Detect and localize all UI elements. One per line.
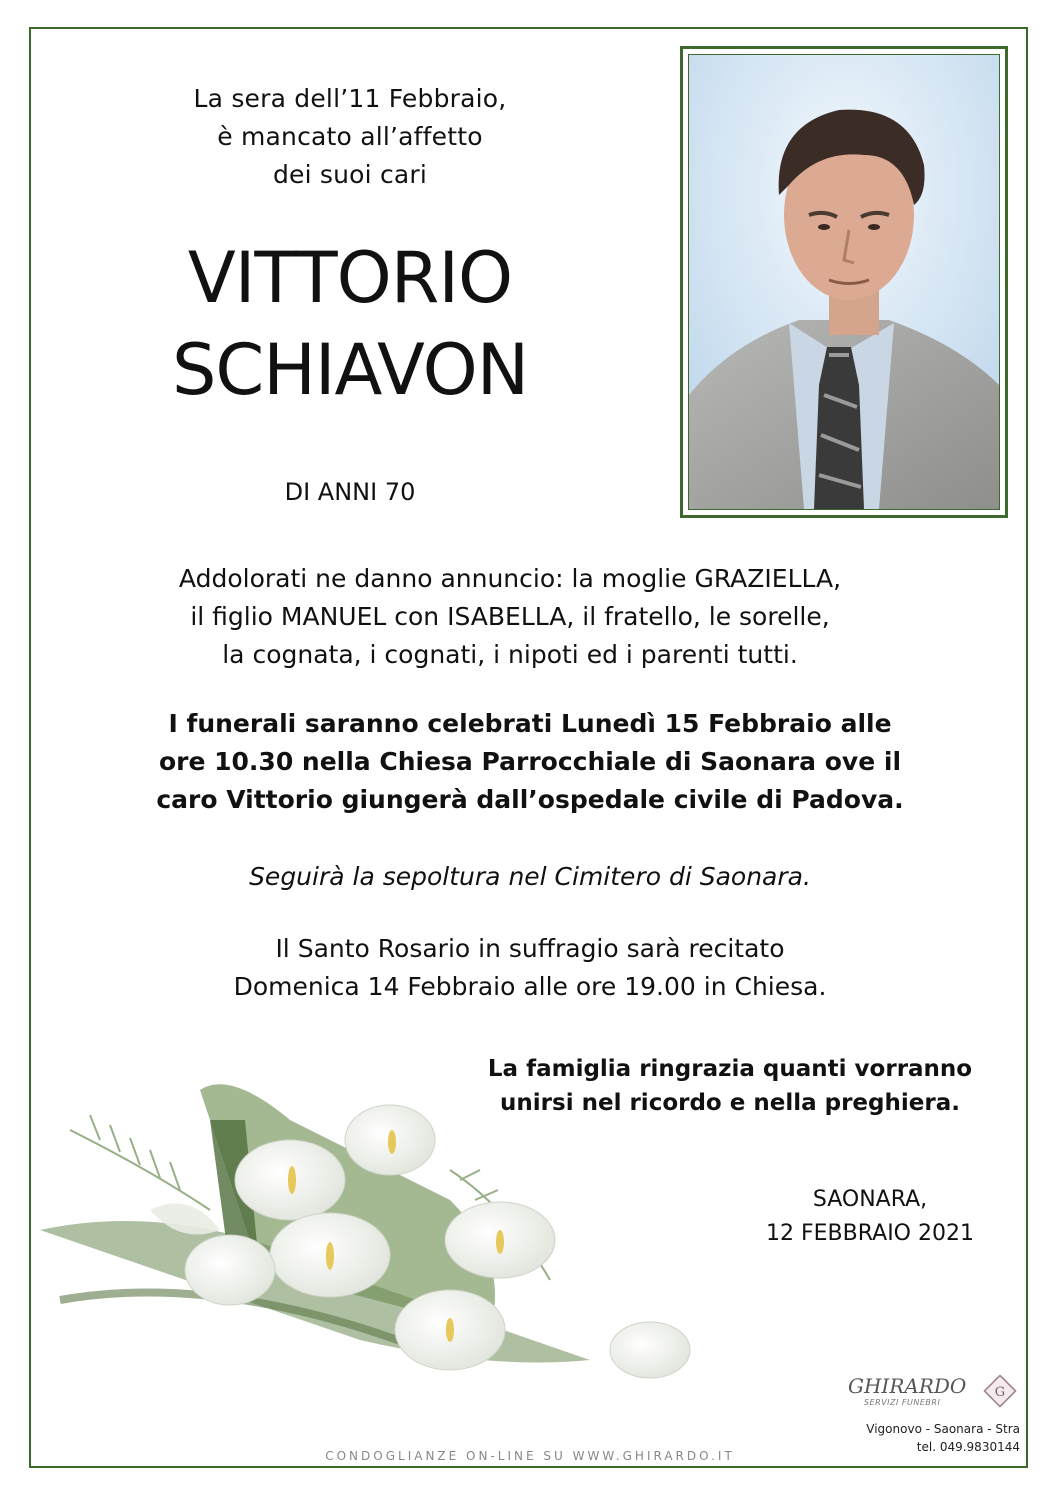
logo-name: GHIRARDO: [848, 1374, 967, 1398]
place-label: SAONARA,: [812, 1187, 928, 1212]
logo-phone: tel. 049.9830144: [916, 1440, 1020, 1454]
logo-subtitle: SERVIZI FUNEBRI: [864, 1398, 941, 1407]
funeral-line-3: caro Vittorio giungerà dall’ospedale civile di Padova.: [156, 785, 904, 814]
intro-line-1: La sera dell’11 Febbraio,: [193, 84, 507, 113]
funeral-details: [100, 705, 960, 819]
announcement: [110, 560, 910, 674]
announcement-line-3: la cognata, i cognati, i nipoti ed i parenti tutti.: [222, 640, 798, 669]
intro-text: [160, 80, 540, 194]
first-name: VITTORIO: [187, 237, 513, 319]
thanks-line-1: La famiglia ringrazia quanti vorranno: [487, 1056, 973, 1082]
announcement-line-1: Addolorati ne danno annuncio: la moglie GRAZIELLA,: [178, 564, 842, 593]
rosary-note: [110, 930, 950, 1006]
rosary-line-1: Il Santo Rosario in suffragio sarà recitato: [275, 934, 785, 963]
burial-note: Seguirà la sepoltura nel Cimitero di Saonara.: [249, 862, 811, 891]
portrait-frame: [680, 46, 1008, 518]
svg-text:G: G: [994, 1385, 1006, 1400]
thanks-line-2: unirsi nel ricordo e nella preghiera.: [500, 1090, 960, 1116]
intro-line-3: dei suoi cari: [272, 160, 428, 189]
rosary-line-2: Domenica 14 Febbraio alle ore 19.00 in Chiesa.: [233, 972, 827, 1001]
logo-contact: [830, 1420, 1020, 1456]
age-label: DI ANNI 70: [284, 478, 416, 506]
condolences-link[interactable]: CONDOGLIANZE ON-LINE SU WWW.GHIRARDO.IT: [325, 1449, 735, 1463]
portrait-photo: [688, 54, 1000, 510]
funeral-line-2: ore 10.30 nella Chiesa Parrocchiale di Saonara ove il: [158, 747, 902, 776]
place-and-date: [740, 1183, 1000, 1251]
funeral-line-1: I funerali saranno celebrati Lunedì 15 Febbraio alle: [168, 709, 892, 738]
last-name: SCHIAVON: [171, 329, 529, 411]
announcement-line-2: il figlio MANUEL con ISABELLA, il fratello, le sorelle,: [190, 602, 830, 631]
date-label: 12 FEBBRAIO 2021: [766, 1221, 974, 1246]
deceased-name: [110, 232, 590, 416]
logo-locations: Vigonovo - Saonara - Stra: [866, 1422, 1020, 1436]
ghirardo-logo: [838, 1374, 1020, 1454]
intro-line-2: è mancato all’affetto: [217, 122, 483, 151]
family-thanks: [460, 1052, 1000, 1120]
portrait-image: [689, 55, 999, 509]
diamond-g-icon: [983, 1374, 1017, 1408]
